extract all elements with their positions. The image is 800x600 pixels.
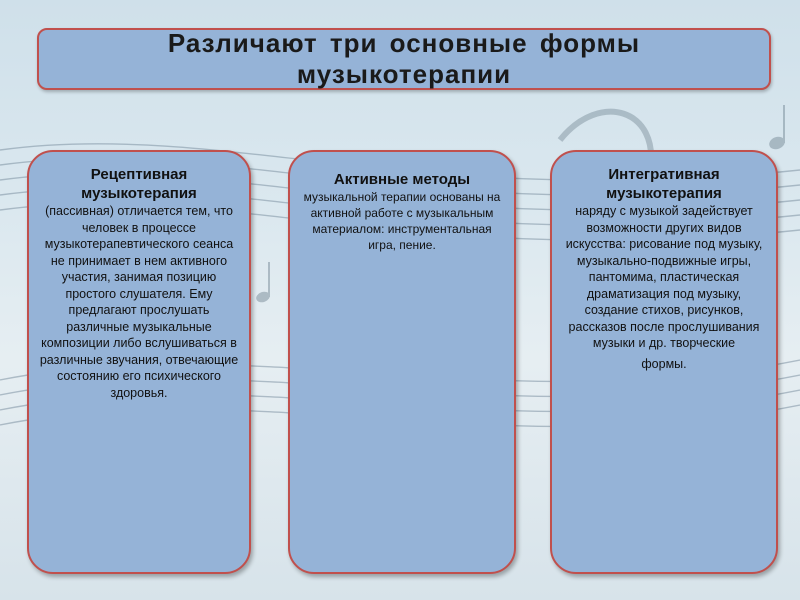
- card-body: наряду с музыкой задействует возможности других видов искусства: рисование под музыку, музыкально-подвижные игры, пантомима, пластическая драматизация под музыку, создание стихов, рисунков, рассказов после прослушивания музыки и др. творческие: [565, 204, 763, 350]
- card-body: (пассивная) отличается тем, что человек в процессе музыкотерапевтического сеанса не принимает в нем активного участия, занимая позицию простого слушателя. Ему предлагают прослушать различные музыкальные композиции либо вслушиваться в различные звучания, отвечающие состоянию его психического здоровья.: [39, 204, 239, 400]
- title-banner: [37, 28, 771, 90]
- card-body: музыкальной терапии основаны на активной работе с музыкальным материалом: инструментальная игра, пение.: [303, 190, 501, 252]
- card-heading: Активные методы: [333, 171, 471, 188]
- receptive-therapy-card: [27, 150, 251, 574]
- active-methods-card: [288, 150, 516, 574]
- page-title-line2: музыкотерапии: [296, 59, 512, 89]
- page-title-line1: Различают три основные формы: [167, 28, 641, 58]
- card-body-end: формы.: [641, 356, 687, 371]
- card-heading: Рецептивная музыкотерапия: [81, 166, 197, 202]
- integrative-therapy-card: [550, 150, 778, 574]
- card-heading: Интегративная музыкотерапия: [606, 166, 722, 202]
